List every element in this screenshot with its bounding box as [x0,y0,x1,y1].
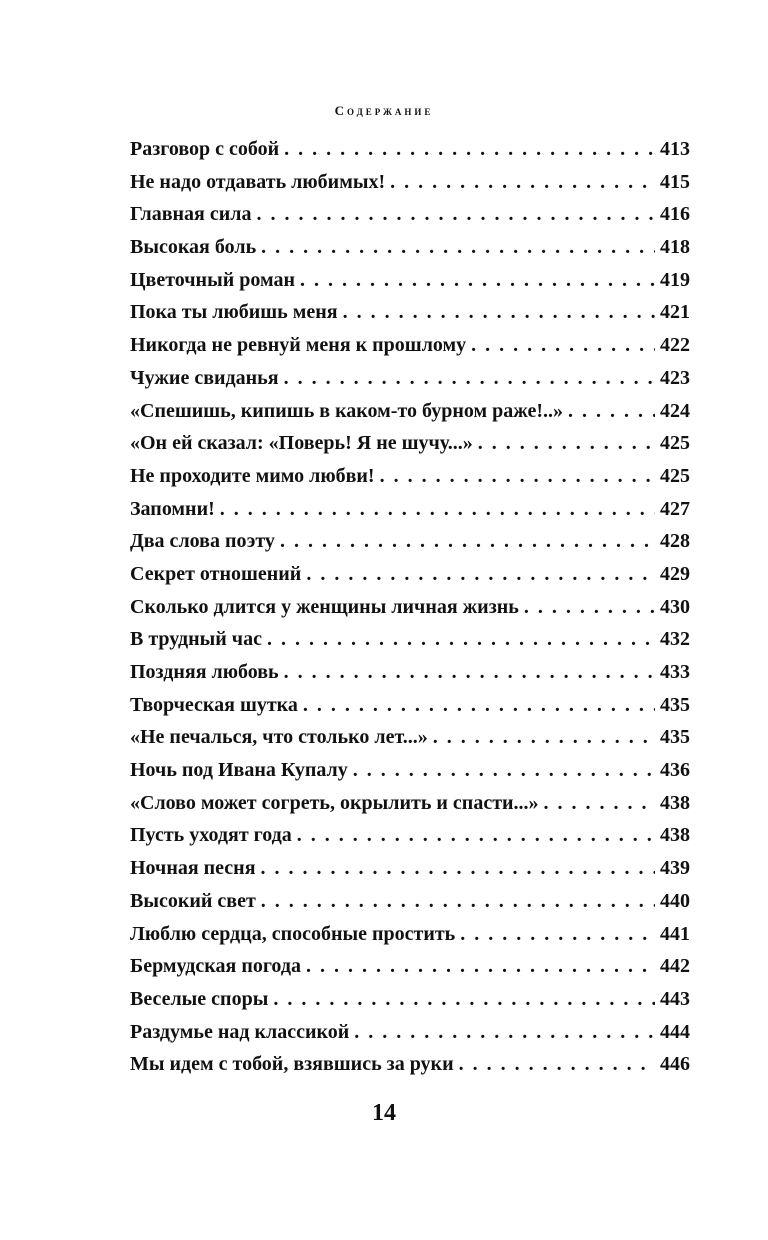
toc-entry-title: Не надо отдавать любимых! [130,170,386,193]
dot-leader [261,885,655,918]
toc-entry [130,362,690,395]
toc-entry-page: 428 [660,530,690,553]
toc-entry [130,918,690,951]
toc-entry-page: 413 [660,138,690,160]
toc-entry [130,558,690,591]
dot-leader [353,754,655,787]
toc-entry-title: Разговор с собой [130,138,280,160]
toc-entry-title: Пусть уходят года [130,824,292,847]
toc-entry [130,427,690,460]
toc-entry-title: Цветочный роман [130,268,295,291]
dot-leader [354,1016,655,1049]
toc-entry-page: 438 [660,824,690,847]
toc-entry [130,1048,690,1081]
toc-entry [130,754,690,787]
dot-leader [280,525,655,558]
toc-entry-title: «Спешишь, кипишь в каком-то бурном раже!..» [130,399,564,422]
dot-leader [544,787,655,820]
toc-entry [130,525,690,558]
toc-entry-page: 430 [660,595,690,618]
dot-leader [380,460,655,493]
dot-leader [284,656,655,689]
toc-entry-title: Ночь под Ивана Купалу [130,759,348,782]
toc-entry [130,460,690,493]
table-of-contents [130,133,690,1081]
toc-entry-title: Чужие свиданья [130,366,279,389]
toc-entry-title: Веселые споры [130,987,269,1010]
toc-entry-page: 446 [660,1053,690,1076]
toc-entry-title: Высокий свет [130,889,256,912]
toc-entry-title: Раздумье над классикой [130,1020,350,1043]
toc-entry-title: Пока ты любишь меня [130,301,338,324]
toc-entry-title: Не проходите мимо любви! [130,464,375,487]
dot-leader [306,950,655,983]
toc-entry [130,656,690,689]
toc-entry [130,623,690,656]
dot-leader [459,1048,655,1081]
toc-entry [130,950,690,983]
toc-entry-title: Бермудская погода [130,955,301,978]
dot-leader [343,296,655,329]
toc-entry-title: Люблю сердца, способные простить [130,922,456,945]
dot-leader [261,231,655,264]
dot-leader [273,983,655,1016]
dot-leader [524,591,655,624]
toc-entry [130,885,690,918]
toc-entry-page: 427 [660,497,690,520]
toc-entry-page: 424 [660,399,690,422]
toc-entry [130,493,690,526]
toc-entry-page: 438 [660,791,690,814]
toc-entry [130,296,690,329]
dot-leader [256,198,655,231]
toc-entry-page: 444 [660,1020,690,1043]
toc-entry-page: 419 [660,268,690,291]
dot-leader [267,623,655,656]
toc-entry-page: 425 [660,464,690,487]
toc-entry-title: Мы идем с тобой, взявшись за руки [130,1053,454,1076]
dot-leader [471,329,655,362]
dot-leader [284,133,655,166]
dot-leader [261,852,655,885]
toc-entry [130,395,690,428]
toc-entry-title: Ночная песня [130,857,256,880]
toc-entry-title: Высокая боль [130,236,257,259]
toc-entry [130,787,690,820]
toc-entry-page: 436 [660,759,690,782]
toc-entry-title: Сколько длится у женщины личная жизнь [130,595,519,618]
toc-entry-title: «Слово может согреть, окрылить и спасти...» [130,791,539,814]
toc-entry [130,852,690,885]
toc-entry-title: «Не печалься, что столько лет...» [130,726,428,749]
running-head: Содержание [334,103,434,118]
dot-leader [568,395,655,428]
toc-entry [130,591,690,624]
toc-entry-title: «Он ей сказал: «Поверь! Я не шучу...» [130,432,473,455]
toc-entry-page: 425 [660,432,690,455]
toc-entry [130,721,690,754]
page-number: 14 [372,1100,396,1126]
toc-entry-title: Запомни! [130,497,215,520]
toc-entry [130,166,690,199]
dot-leader [303,689,655,722]
toc-entry-page: 435 [660,726,690,749]
toc-entry-title: Поздняя любовь [130,661,279,683]
toc-entry-page: 440 [660,889,690,912]
toc-entry [130,983,690,1016]
toc-entry-page: 429 [660,562,690,585]
dot-leader [297,819,655,852]
toc-entry-page: 433 [660,661,690,683]
toc-entry-title: Секрет отношений [130,562,302,585]
toc-entry-title: Никогда не ревнуй меня к прошлому [130,334,467,357]
toc-entry-page: 432 [660,628,690,651]
toc-entry [130,264,690,297]
toc-entry [130,689,690,722]
toc-entry-page: 421 [660,301,690,324]
toc-entry [130,1016,690,1049]
toc-entry-page: 443 [660,987,690,1010]
toc-entry-page: 415 [660,170,690,193]
dot-leader [220,493,655,526]
toc-entry-page: 435 [660,693,690,716]
toc-entry [130,231,690,264]
toc-entry [130,329,690,362]
toc-entry [130,819,690,852]
dot-leader [300,264,655,297]
toc-entry [130,133,690,166]
toc-entry-title: Главная сила [130,203,252,226]
dot-leader [433,721,655,754]
toc-entry-title: В трудный час [130,628,262,651]
dot-leader [306,558,655,591]
toc-entry-page: 441 [660,922,690,945]
toc-entry-page: 423 [660,366,690,389]
toc-entry [130,198,690,231]
dot-leader [390,166,655,199]
dot-leader [478,427,655,460]
dot-leader [284,362,655,395]
toc-entry-title: Два слова поэту [130,530,275,553]
dot-leader [460,918,655,951]
toc-entry-page: 418 [660,236,690,259]
toc-entry-page: 442 [660,955,690,978]
toc-entry-page: 422 [660,334,690,357]
toc-entry-title: Творческая шутка [130,693,298,716]
toc-entry-page: 416 [660,203,690,226]
toc-entry-page: 439 [660,857,690,880]
